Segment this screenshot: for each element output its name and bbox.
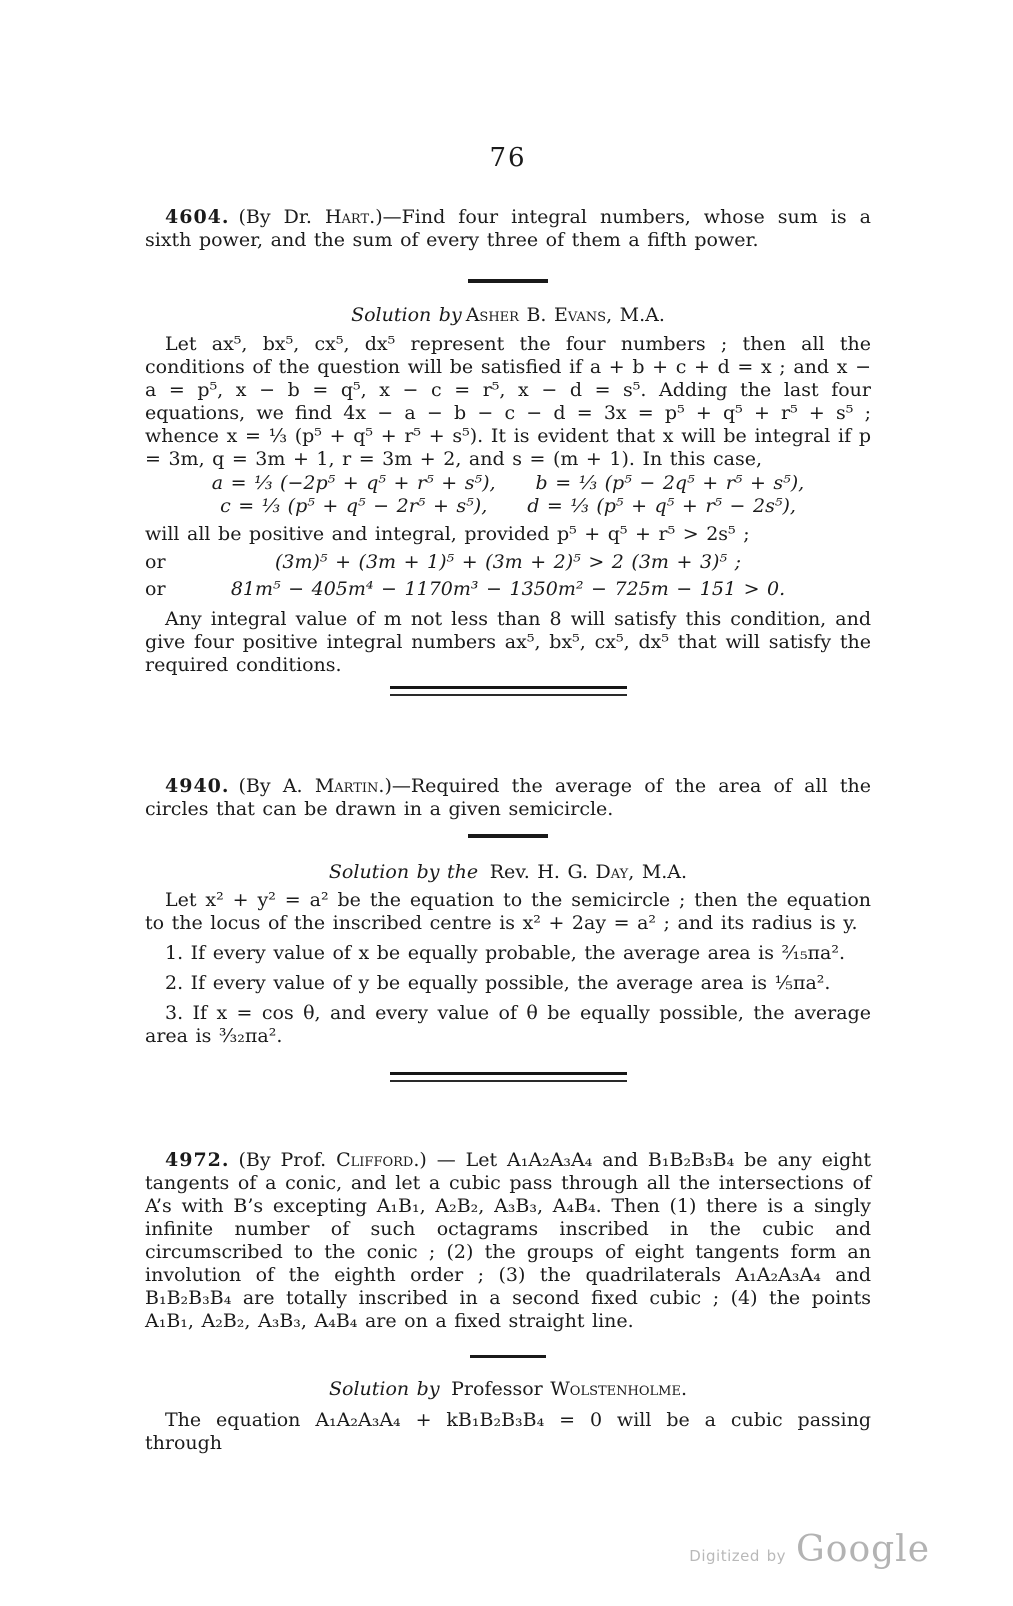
solver-title: , M.A. — [628, 861, 688, 883]
problem-4972-number: 4972. — [165, 1149, 230, 1171]
solution-4604-paragraph-2: Any integral value of m not less than 8 will satisfy this condition, and give four positive integral numbers ax⁵, bx⁵, cx⁵, dx⁵ that will satisfy the required conditions. — [145, 608, 871, 676]
inequality-1: (3m)⁵ + (3m + 1)⁵ + (3m + 2)⁵ > 2 (3m + 3)⁵ ; — [274, 551, 741, 573]
solution-by-label: Solution by the — [328, 861, 479, 883]
page-number: 76 — [489, 143, 527, 173]
equation-a: a = ⅓ (−2p⁵ + q⁵ + r⁵ + s⁵), — [211, 472, 496, 494]
equation-c: c = ⅓ (p⁵ + q⁵ − 2r⁵ + s⁵), — [220, 495, 488, 517]
problem-4940-number: 4940. — [165, 775, 230, 797]
equation-row-2 — [145, 495, 871, 518]
problem-4604-attribution-name: Hart. — [324, 206, 376, 228]
equation-b: b = ⅓ (p⁵ − 2q⁵ + r⁵ + s⁵), — [535, 472, 805, 494]
solver-title: . — [680, 1378, 688, 1400]
problem-4604-number: 4604. — [165, 206, 230, 228]
solver-honorific: Rev. H. G. — [482, 861, 596, 883]
solution-by-label: Solution by — [351, 304, 462, 326]
solution-4972-paragraph: The equation A₁A₂A₃A₄ + kB₁B₂B₃B₄ = 0 will be a cubic passing through — [145, 1409, 871, 1454]
problem-4972-attribution-name: Clifford. — [336, 1149, 420, 1171]
section-divider-double-rule — [390, 1072, 627, 1082]
solution-4604-header — [145, 304, 871, 327]
section-rule-short — [468, 834, 548, 838]
solver-name: Asher B. Evans — [465, 304, 607, 326]
solver-honorific: Professor — [443, 1378, 551, 1400]
digitized-by-label: Digitized by — [689, 1547, 787, 1565]
condition-line: will all be positive and integral, provided p⁵ + q⁵ + r⁵ > 2s⁵ ; — [145, 523, 750, 545]
section-divider-double-rule — [390, 686, 627, 696]
problem-4940-attribution-prefix: (By A. — [238, 775, 315, 797]
problem-4972-text: Let A₁A₂A₃A₄ and B₁B₂B₃B₄ be any eight tangents of a conic, and let a cubic pass through all the intersections of A’s with B’s excepting A₁B₁, A₂B₂, A₃B₃, A₄B₄. Then (1) there is a singly infinite number of such octagrams inscribed in the cubic and circumscribed to the conic ; (2) the groups of eight tangents form an involution of the eighth order ; (3) the quadrilaterals A₁A₂A₃A₄ and B₁B₂B₃B₄ are totally inscribed in a second fixed cubic ; (4) the points A₁B₁, A₂B₂, A₃B₃, A₄B₄ are on a fixed straight line. — [145, 1149, 871, 1332]
problem-4972-statement — [145, 1149, 871, 1333]
equation-d: d = ⅓ (p⁵ + q⁵ + r⁵ − 2s⁵), — [527, 495, 796, 517]
solution-4972-header — [145, 1378, 871, 1401]
problem-4604-attribution-prefix: (By Dr. — [238, 206, 325, 228]
google-logo: Google — [796, 1529, 930, 1570]
section-rule-short — [468, 279, 548, 283]
problem-4972-attribution-suffix: ) — — [419, 1149, 466, 1171]
problem-4940-text: Required the average of the area of all the circles that can be drawn in a given semicircle. — [145, 775, 871, 820]
section-rule-short — [470, 1355, 546, 1358]
problem-4940-attribution-name: Martin. — [314, 775, 385, 797]
problem-4604-text: Find four integral numbers, whose sum is a sixth power, and the sum of every three of them a fifth power. — [145, 206, 871, 251]
observation-2: 2. If every value of y be equally possible, the average area is ⅕πa². — [165, 972, 831, 994]
inequality-line-2 — [145, 578, 871, 601]
text-column — [145, 0, 871, 1455]
solution-4604-paragraph-1: Let ax⁵, bx⁵, cx⁵, dx⁵ represent the four numbers ; then all the conditions of the question will be satisfied if a + b + c + d = x ; and x − a = p⁵, x − b = q⁵, x − c = r⁵, x − d = s⁵. Adding the last four equations, we find 4x − a − b − c − d = 3x = p⁵ + q⁵ + r⁵ + s⁵ ; whence x = ⅓ (p⁵ + q⁵ + r⁵ + s⁵). It is evident that x will be integral if p = 3m, q = 3m + 1, r = 3m + 2, and s = (m + 1). In this case, — [145, 333, 871, 470]
solution-4940-header — [145, 861, 871, 884]
problem-4604-statement — [145, 206, 871, 252]
problem-4940-statement — [145, 775, 871, 821]
equation-row-1 — [145, 472, 871, 495]
inequality-2: 81m⁵ − 405m⁴ − 1170m³ − 1350m² − 725m − 151 > 0. — [230, 578, 786, 600]
solution-by-label: Solution by — [328, 1378, 440, 1400]
inequality-line-1 — [145, 551, 871, 574]
or-label-2: or — [145, 578, 166, 600]
digitized-footer — [689, 1529, 930, 1570]
problem-4972-attribution-prefix: (By Prof. — [238, 1149, 337, 1171]
observation-1: 1. If every value of x be equally probable, the average area is ²⁄₁₅πa². — [165, 942, 846, 964]
observation-3: 3. If x = cos θ, and every value of θ be equally possible, the average area is ³⁄₃₂πa². — [145, 1002, 871, 1047]
problem-4604-attribution-suffix: )— — [375, 206, 402, 228]
solver-title: , M.A. — [606, 304, 665, 326]
problem-4940-attribution-suffix: )— — [384, 775, 411, 797]
or-label-1: or — [145, 551, 166, 573]
solution-4940-paragraph: Let x² + y² = a² be the equation to the semicircle ; then the equation to the locus of the inscribed centre is x² + 2ay = a² ; and its radius is y. — [145, 889, 871, 934]
solver-name: Day — [595, 861, 629, 883]
solver-name: Wolstenholme — [550, 1378, 681, 1400]
